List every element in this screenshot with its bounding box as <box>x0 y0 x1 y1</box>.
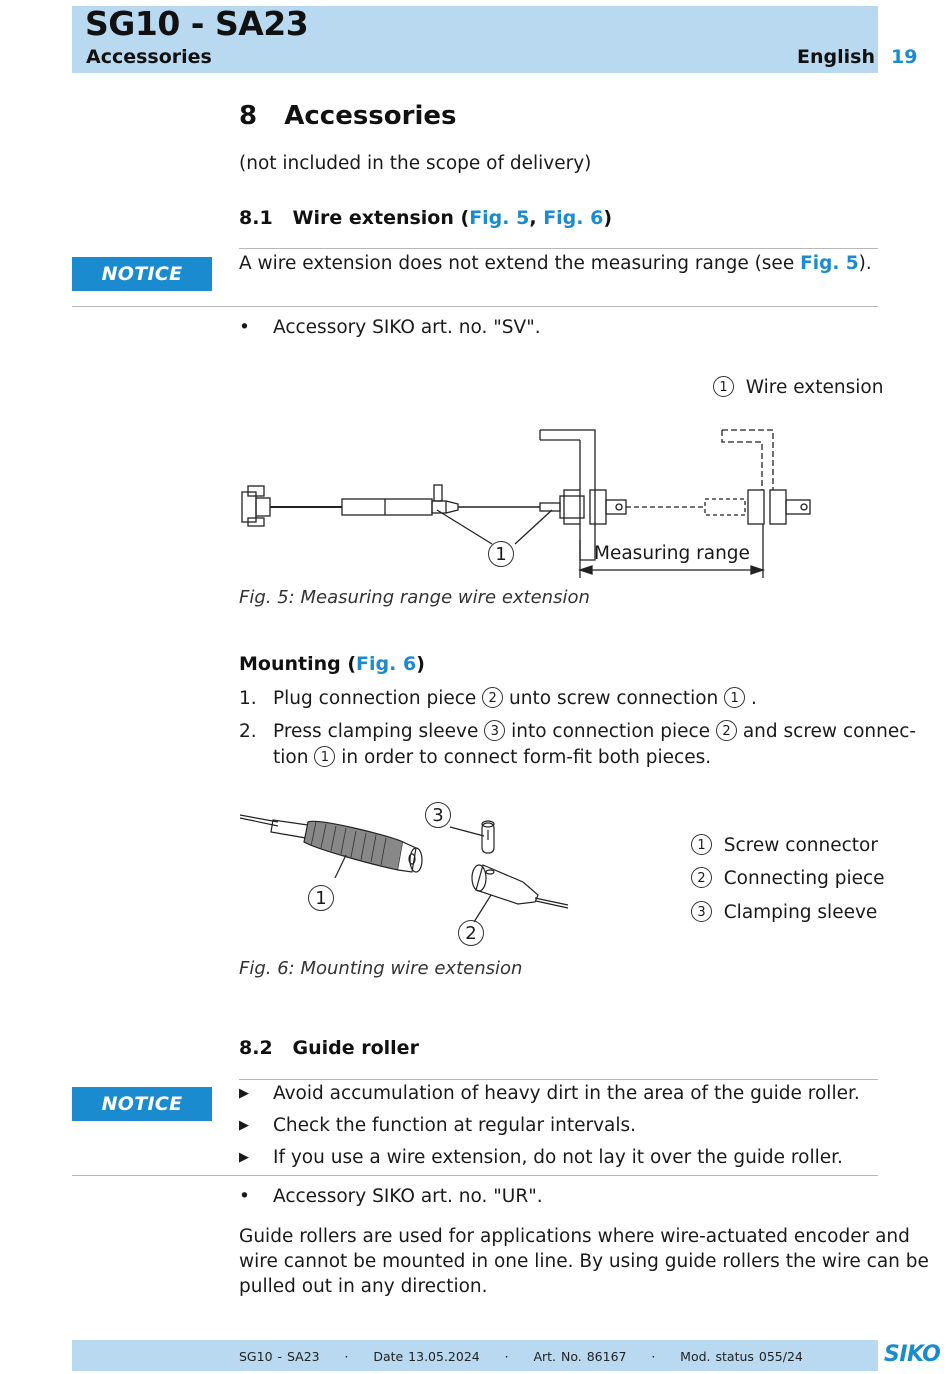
bullet-marker: • <box>239 317 250 338</box>
bullet-marker: • <box>239 1186 250 1207</box>
fig5-link[interactable]: Fig. 5 <box>469 207 530 229</box>
callout-2: 2 <box>458 920 484 946</box>
mounting-fig6-link[interactable]: Fig. 6 <box>356 653 417 675</box>
footer-text: SG10 - SA23 · Date 13.05.2024 · Art. No. 86167 · Mod. status 055/24 <box>239 1349 803 1364</box>
step-ref: 3 <box>484 720 505 741</box>
bullet-text: Accessory SIKO art. no. "SV". <box>273 317 541 338</box>
mounting-heading-close: ) <box>416 653 425 675</box>
callout-1: 1 <box>308 885 334 911</box>
legend-label: Clamping sleeve <box>723 902 878 923</box>
fig5-callout <box>488 541 514 567</box>
fig6-callout-1 <box>308 885 334 911</box>
document-title: SG10 - SA23 <box>85 4 309 43</box>
section-8-heading: 8 Accessories <box>239 101 457 131</box>
notice-text-post: ). <box>858 253 872 274</box>
heading-comma: , <box>529 207 544 229</box>
legend-number: 2 <box>691 867 712 888</box>
section-8-note: (not included in the scope of delivery) <box>239 153 592 174</box>
mounting-step-1 <box>239 687 757 709</box>
triangle-bullet-icon: ▶ <box>239 1150 249 1165</box>
fig6-legend-item <box>691 901 877 923</box>
callout-3: 3 <box>425 802 451 828</box>
bullet-text: Accessory SIKO art. no. "UR". <box>273 1186 543 1207</box>
page-number: 19 <box>891 46 918 68</box>
notice-rule-top <box>239 1079 878 1080</box>
step-ref: 2 <box>482 687 503 708</box>
step-text: in order to connect form-fit both pieces. <box>335 747 712 768</box>
legend-label: Connecting piece <box>723 868 885 889</box>
paragraph-line: Guide rollers are used for applications where wire-actuated encoder and <box>239 1226 910 1247</box>
notice-item-text: If you use a wire extension, do not lay it over the guide roller. <box>273 1147 843 1168</box>
paragraph-line: pulled out in any direction. <box>239 1276 488 1297</box>
fig6-link[interactable]: Fig. 6 <box>543 207 604 229</box>
mounting-heading <box>239 653 425 675</box>
notice-rule-bottom <box>72 1175 878 1176</box>
step-text: into connection piece <box>505 721 716 742</box>
legend-label: Screw connector <box>723 835 878 856</box>
step-text: Plug connection piece <box>273 688 483 709</box>
legend-number: 1 <box>713 376 734 397</box>
notice-list-item <box>239 1115 636 1136</box>
document-subtitle: Accessories <box>86 46 212 68</box>
fig6-legend-item <box>691 867 885 889</box>
notice-list-item <box>239 1083 860 1104</box>
legend-label: Wire extension <box>745 377 884 398</box>
notice-rule-top <box>239 248 878 249</box>
legend-number: 3 <box>691 901 712 922</box>
step-number: 1. <box>239 688 257 709</box>
step-ref: 2 <box>716 720 737 741</box>
triangle-bullet-icon: ▶ <box>239 1086 249 1101</box>
notice-list-item <box>239 1147 843 1168</box>
notice-text-pre: A wire extension does not extend the measuring range (see <box>239 253 801 274</box>
triangle-bullet-icon: ▶ <box>239 1118 249 1133</box>
fig5-caption: Fig. 5: Measuring range wire extension <box>239 587 590 608</box>
mounting-heading-text: Mounting ( <box>239 653 357 675</box>
fig6-callout-3 <box>425 802 451 828</box>
fig6-legend-item <box>691 834 878 856</box>
mounting-step-2-cont <box>273 746 711 768</box>
notice-badge: NOTICE <box>72 1087 212 1121</box>
legend-number: 1 <box>691 834 712 855</box>
mounting-step-2 <box>239 720 916 742</box>
notice-badge: NOTICE <box>72 257 212 291</box>
step-number: 2. <box>239 721 257 742</box>
section-8-1-heading <box>239 207 612 229</box>
notice-fig5-link[interactable]: Fig. 5 <box>800 253 859 274</box>
bullet-item-ur <box>239 1186 543 1207</box>
bullet-item-sv <box>239 317 541 338</box>
heading-text: 8.1 Wire extension ( <box>239 207 470 229</box>
fig6-callout-2 <box>458 920 484 946</box>
section-8-2-heading: 8.2 Guide roller <box>239 1037 419 1059</box>
step-text: tion <box>273 747 315 768</box>
notice-item-text: Avoid accumulation of heavy dirt in the area of the guide roller. <box>273 1083 860 1104</box>
language-label: English <box>797 46 875 68</box>
notice-text <box>239 253 872 274</box>
heading-close: ) <box>603 207 613 229</box>
step-ref: 1 <box>314 746 335 767</box>
step-ref: 1 <box>724 687 745 708</box>
measuring-range-label: Measuring range <box>594 543 750 564</box>
step-text: unto screw connection <box>503 688 725 709</box>
siko-logo: SIKO <box>884 1342 941 1367</box>
fig5-legend <box>713 376 883 398</box>
fig6-caption: Fig. 6: Mounting wire extension <box>239 958 523 979</box>
notice-item-text: Check the function at regular intervals. <box>273 1115 637 1136</box>
step-text: and screw connec- <box>736 721 917 742</box>
notice-rule-bottom <box>72 306 878 307</box>
callout-1: 1 <box>488 541 514 567</box>
step-text: Press clamping sleeve <box>273 721 485 742</box>
paragraph-line: wire cannot be mounted in one line. By using guide rollers the wire can be <box>239 1251 929 1272</box>
fig6-drawing <box>238 800 578 950</box>
step-text: . <box>745 688 757 709</box>
